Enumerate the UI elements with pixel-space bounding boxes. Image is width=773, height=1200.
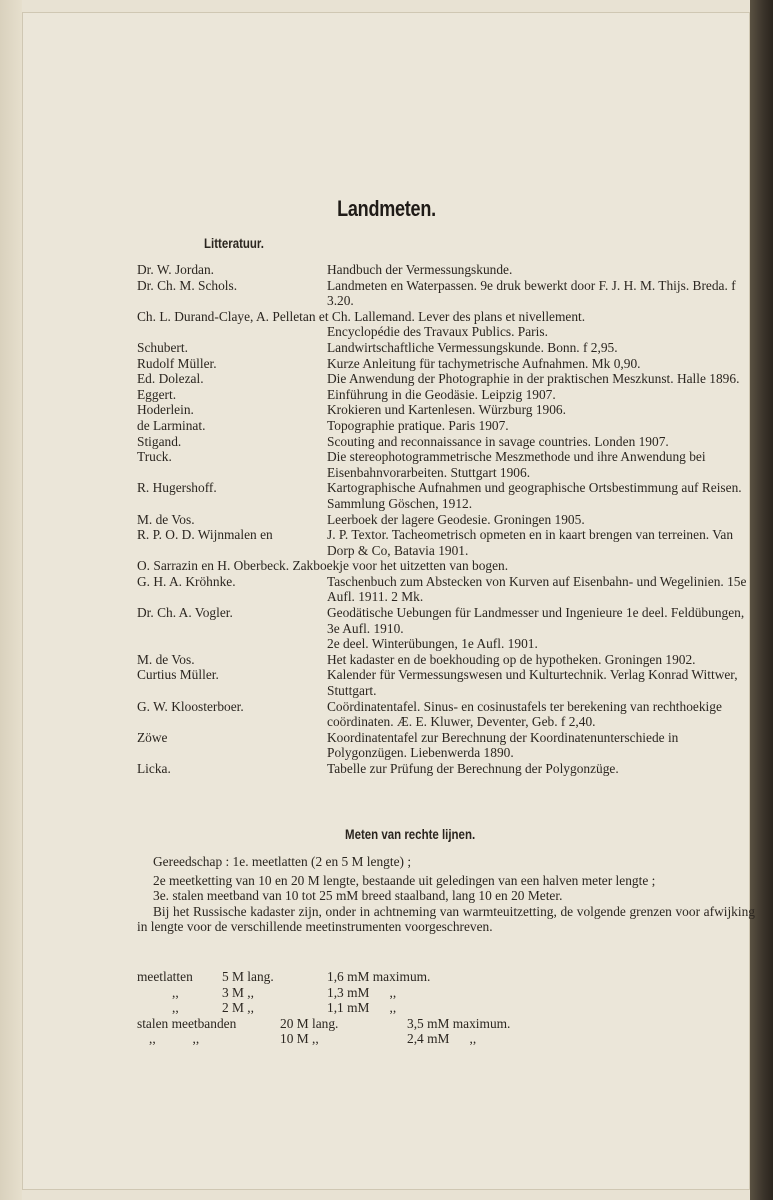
reference-item bbox=[137, 761, 755, 777]
table-cell: 1,1 mM ,, bbox=[327, 1000, 397, 1016]
reference-item bbox=[137, 262, 755, 278]
table-cell: ,, bbox=[172, 1000, 179, 1016]
table-cell: 1,6 mM maximum. bbox=[327, 969, 431, 984]
reference-title: Handbuch der Vermessungskunde. bbox=[327, 262, 513, 277]
reference-author: G. H. A. Kröhnke. bbox=[137, 573, 236, 589]
reference-title: Kartographische Aufnahmen und geographische Ortsbestimmung auf Reisen. Sammlung Göschen, 1912. bbox=[327, 480, 742, 511]
reference-item bbox=[137, 371, 755, 387]
page-title: Landmeten. bbox=[337, 196, 436, 221]
paragraph: Gereedschap : 1e. meetlatten (2 en 5 M lengte) ; bbox=[153, 854, 412, 869]
reference-title: Zakboekje voor het uitzetten van bogen. bbox=[292, 558, 509, 574]
reference-author: M. de Vos. bbox=[137, 651, 195, 667]
reference-title: Topographie pratique. Paris 1907. bbox=[327, 417, 509, 433]
reference-title: Geodätische Uebungen für Landmesser und Ingenieure 1e deel. Feldübungen, 3e Aufl. 1910. bbox=[327, 605, 745, 636]
reference-item bbox=[137, 324, 755, 340]
reference-author: Dr. Ch. A. Vogler. bbox=[137, 605, 233, 621]
reference-author: M. de Vos. bbox=[137, 511, 195, 527]
reference-author: Licka. bbox=[137, 761, 171, 776]
reference-author: O. Sarrazin en H. Oberbeck. bbox=[137, 558, 290, 574]
reference-item bbox=[137, 699, 755, 730]
reference-title: Encyclopédie des Travaux Publics. Paris. bbox=[327, 324, 548, 340]
table-cell: ,, ,, bbox=[149, 1031, 200, 1047]
reference-author bbox=[137, 636, 327, 652]
reference-title: 2e deel. Winterübungen, 1e Aufl. 1901. bbox=[327, 636, 538, 652]
reference-author: Curtius Müller. bbox=[137, 667, 219, 683]
reference-title: Pelletan et Ch. Lallemand. Lever des plans et nivellement. bbox=[272, 308, 586, 324]
reference-item bbox=[137, 574, 755, 605]
reference-author: Eggert. bbox=[137, 386, 177, 402]
reference-title: Die stereophotogrammetrische Meszmethode und ihre Anwendung bei Eisenbahnvorarbeiten. Stuttgart 1906. bbox=[327, 449, 706, 480]
reference-list bbox=[137, 262, 755, 777]
table-cell: 20 M lang. bbox=[280, 1015, 339, 1031]
section-body bbox=[137, 854, 755, 935]
table-cell: stalen meetbanden bbox=[137, 1015, 237, 1031]
section-heading: Meten van rechte lijnen. bbox=[345, 826, 476, 842]
reference-item bbox=[137, 309, 755, 325]
reference-title: Koordinatentafel zur Berechnung der Koordinatenunterschiede in Polygonzügen. Liebenwerda 1890. bbox=[327, 729, 679, 761]
reference-title: Krokieren und Kartenlesen. Würzburg 1906. bbox=[327, 402, 566, 418]
table-cell: 2,4 mM ,, bbox=[407, 1031, 477, 1047]
reference-item bbox=[137, 340, 755, 356]
reference-title: Einführung in die Geodäsie. Leipzig 1907. bbox=[327, 386, 556, 402]
reference-title: Kalender für Vermessungswesen und Kulturtechnik. Verlag Konrad Wittwer, Stuttgart. bbox=[327, 667, 738, 699]
reference-author bbox=[137, 324, 327, 340]
reference-title: Het kadaster en de boekhouding op de hypotheken. Groningen 1902. bbox=[327, 651, 696, 667]
reference-author: Ch. L. Durand-Claye, A. bbox=[137, 308, 270, 324]
reference-title: Landwirtschaftliche Vermessungskunde. Bonn. f 2,95. bbox=[327, 339, 618, 355]
paragraph: 3e. stalen meetband van 10 tot 25 mM breed staalband, lang 10 en 20 Meter. bbox=[153, 888, 563, 904]
paragraph: 2e meetketting van 10 en 20 M lengte, bestaande uit geledingen van een halven meter lengte ; bbox=[153, 872, 656, 888]
literature-heading: Litteratuur. bbox=[204, 235, 264, 251]
table-cell: meetlatten bbox=[137, 969, 193, 984]
reference-author: Stigand. bbox=[137, 433, 182, 449]
reference-title: Landmeten en Waterpassen. 9e druk bewerkt door F. J. H. M. Thijs. Breda. f 3.20. bbox=[327, 277, 736, 309]
reference-author: Zöwe bbox=[137, 729, 168, 745]
reference-item bbox=[137, 356, 755, 372]
reference-author: G. W. Kloosterboer. bbox=[137, 698, 244, 714]
table-cell: 5 M lang. bbox=[222, 969, 274, 984]
reference-author: Schubert. bbox=[137, 339, 188, 355]
reference-title: Taschenbuch zum Abstecken von Kurven auf Eisenbahn- und Wegelinien. 15e Aufl. 1911. 2 Mk. bbox=[327, 573, 747, 605]
reference-author: R. P. O. D. Wijnmalen en bbox=[137, 527, 273, 543]
reference-title: Tabelle zur Prüfung der Berechnung der Polygonzüge. bbox=[327, 761, 619, 776]
reference-author: Hoderlein. bbox=[137, 402, 194, 418]
reference-author: Rudolf Müller. bbox=[137, 355, 217, 371]
reference-title: Leerboek der lagere Geodesie. Groningen 1905. bbox=[327, 511, 585, 527]
table-cell: 3,5 mM maximum. bbox=[407, 1015, 511, 1031]
reference-item bbox=[137, 605, 755, 636]
reference-item bbox=[137, 558, 755, 574]
table-cell: 10 M ,, bbox=[280, 1031, 319, 1047]
reference-item bbox=[137, 480, 755, 511]
reference-title: J. P. Textor. Tacheometrisch opmeten en in kaart brengen van terreinen. Van Dorp & Co, Batavia 1901. bbox=[327, 527, 734, 558]
table-cell: 1,3 mM ,, bbox=[327, 984, 397, 1000]
reference-title: Kurze Anleitung für tachymetrische Aufnahmen. Mk 0,90. bbox=[327, 355, 641, 371]
reference-author: R. Hugershoff. bbox=[137, 480, 217, 496]
reference-author: Dr. Ch. M. Schols. bbox=[137, 277, 238, 293]
reference-item bbox=[137, 730, 755, 761]
reference-item bbox=[137, 527, 755, 558]
table-cell: 2 M ,, bbox=[222, 1000, 254, 1016]
reference-author: Dr. W. Jordan. bbox=[137, 262, 214, 277]
reference-item bbox=[137, 512, 755, 528]
table-cell: 3 M ,, bbox=[222, 984, 254, 1000]
reference-item bbox=[137, 402, 755, 418]
table-cell: ,, bbox=[172, 984, 179, 1000]
reference-author: de Larminat. bbox=[137, 417, 206, 433]
reference-author: Ed. Dolezal. bbox=[137, 371, 204, 387]
reference-item bbox=[137, 667, 755, 698]
reference-item bbox=[137, 278, 755, 309]
reference-title: Scouting and reconnaissance in savage countries. Londen 1907. bbox=[327, 433, 669, 449]
page-left-margin bbox=[0, 0, 22, 1200]
reference-item bbox=[137, 418, 755, 434]
reference-title: Coördinatentafel. Sinus- en cosinustafels ter berekening van rechthoekige coördinaten. Æ. E. Kluwer, Deventer, Geb. f 2,40. bbox=[327, 698, 722, 730]
reference-item bbox=[137, 636, 755, 652]
reference-item bbox=[137, 434, 755, 450]
reference-item bbox=[137, 387, 755, 403]
paragraph: Bij het Russische kadaster zijn, onder in achtneming van warmteuitzetting, de volgende grenzen voor afwijking in lengte voor de verschillende meetinstrumenten voorgeschreven. bbox=[137, 903, 755, 935]
reference-item bbox=[137, 449, 755, 480]
reference-author: Truck. bbox=[137, 449, 172, 465]
reference-item bbox=[137, 652, 755, 668]
reference-title: Die Anwendung der Photographie in der praktischen Meszkunst. Halle 1896. bbox=[327, 371, 740, 387]
